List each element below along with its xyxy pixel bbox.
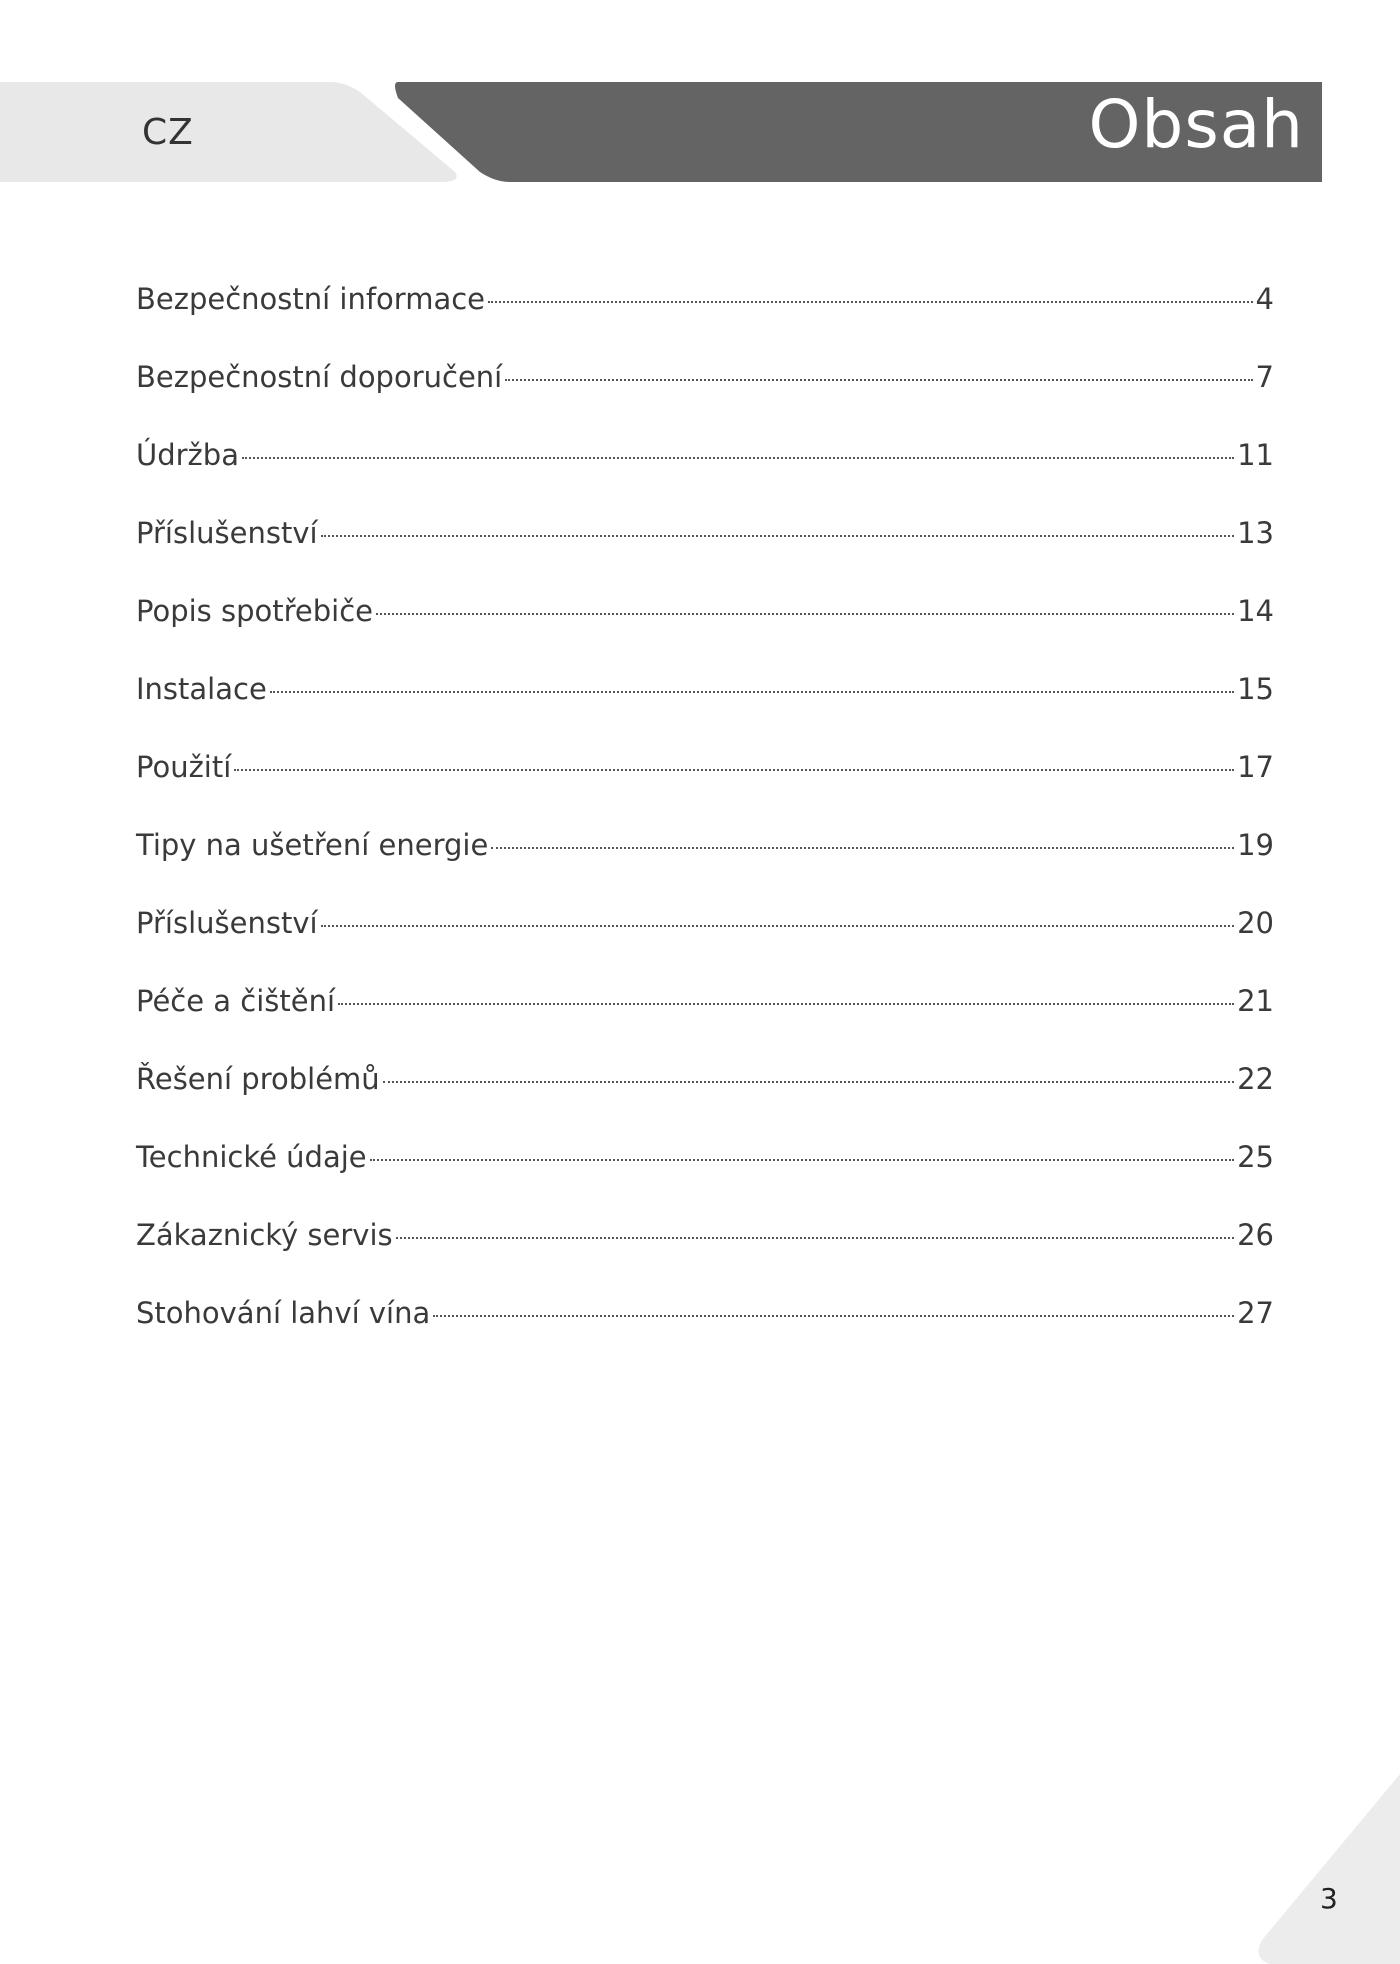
toc-entry-page: 21 xyxy=(1237,984,1274,1018)
toc-entry[interactable] xyxy=(136,906,1274,984)
toc-entry-label: Údržba xyxy=(136,438,239,472)
toc-leader-dots xyxy=(270,691,1234,693)
table-of-contents xyxy=(136,282,1274,1374)
toc-entry[interactable] xyxy=(136,360,1274,438)
toc-entry-page: 7 xyxy=(1255,360,1274,394)
toc-entry-page: 26 xyxy=(1237,1218,1274,1252)
toc-entry[interactable] xyxy=(136,672,1274,750)
toc-entry-page: 13 xyxy=(1237,516,1274,550)
toc-entry[interactable] xyxy=(136,984,1274,1062)
toc-entry-label: Péče a čištění xyxy=(136,984,336,1018)
toc-entry[interactable] xyxy=(136,1062,1274,1140)
toc-entry-page: 11 xyxy=(1237,438,1274,472)
toc-entry-label: Bezpečnostní informace xyxy=(136,282,486,316)
toc-entry-label: Bezpečnostní doporučení xyxy=(136,360,503,394)
toc-entry-label: Instalace xyxy=(136,672,267,706)
toc-entry-label: Popis spotřebiče xyxy=(136,594,373,628)
toc-entry-label: Řešení problémů xyxy=(136,1062,380,1096)
toc-entry[interactable] xyxy=(136,516,1274,594)
toc-entry-page: 22 xyxy=(1237,1062,1274,1096)
toc-entry[interactable] xyxy=(136,1218,1274,1296)
toc-leader-dots xyxy=(491,847,1234,849)
toc-leader-dots xyxy=(488,301,1253,303)
toc-entry-page: 4 xyxy=(1255,282,1274,316)
toc-entry[interactable] xyxy=(136,1296,1274,1374)
toc-entry-label: Stohování lahví vína xyxy=(136,1296,431,1330)
toc-leader-dots xyxy=(234,769,1234,771)
toc-entry-page: 19 xyxy=(1237,828,1274,862)
page-number: 3 xyxy=(1320,1882,1338,1915)
toc-entry-label: Příslušenství xyxy=(136,906,318,940)
toc-leader-dots xyxy=(321,925,1235,927)
toc-entry-page: 15 xyxy=(1237,672,1274,706)
toc-entry[interactable] xyxy=(136,438,1274,516)
toc-leader-dots xyxy=(383,1081,1234,1083)
toc-entry[interactable] xyxy=(136,594,1274,672)
toc-leader-dots xyxy=(396,1237,1234,1239)
toc-entry[interactable] xyxy=(136,1140,1274,1218)
toc-entry-page: 25 xyxy=(1237,1140,1274,1174)
toc-leader-dots xyxy=(321,535,1235,537)
toc-entry-label: Tipy na ušetření energie xyxy=(136,828,489,862)
toc-entry-label: Příslušenství xyxy=(136,516,318,550)
toc-entry-label: Použití xyxy=(136,750,232,784)
toc-entry-page: 17 xyxy=(1237,750,1274,784)
page-corner-tab xyxy=(1250,1744,1400,1964)
toc-entry[interactable] xyxy=(136,750,1274,828)
page-title: Obsah xyxy=(1088,86,1304,163)
toc-entry-label: Zákaznický servis xyxy=(136,1218,393,1252)
toc-entry[interactable] xyxy=(136,828,1274,906)
language-code: CZ xyxy=(142,112,194,153)
toc-entry-page: 14 xyxy=(1237,594,1274,628)
toc-entry-page: 27 xyxy=(1237,1296,1274,1330)
toc-leader-dots xyxy=(370,1159,1234,1161)
toc-leader-dots xyxy=(505,379,1252,381)
toc-entry[interactable] xyxy=(136,282,1274,360)
toc-leader-dots xyxy=(376,613,1234,615)
header-light-tab xyxy=(0,82,457,182)
toc-leader-dots xyxy=(433,1315,1234,1317)
toc-entry-label: Technické údaje xyxy=(136,1140,367,1174)
toc-leader-dots xyxy=(242,457,1234,459)
toc-leader-dots xyxy=(338,1003,1234,1005)
toc-entry-page: 20 xyxy=(1237,906,1274,940)
